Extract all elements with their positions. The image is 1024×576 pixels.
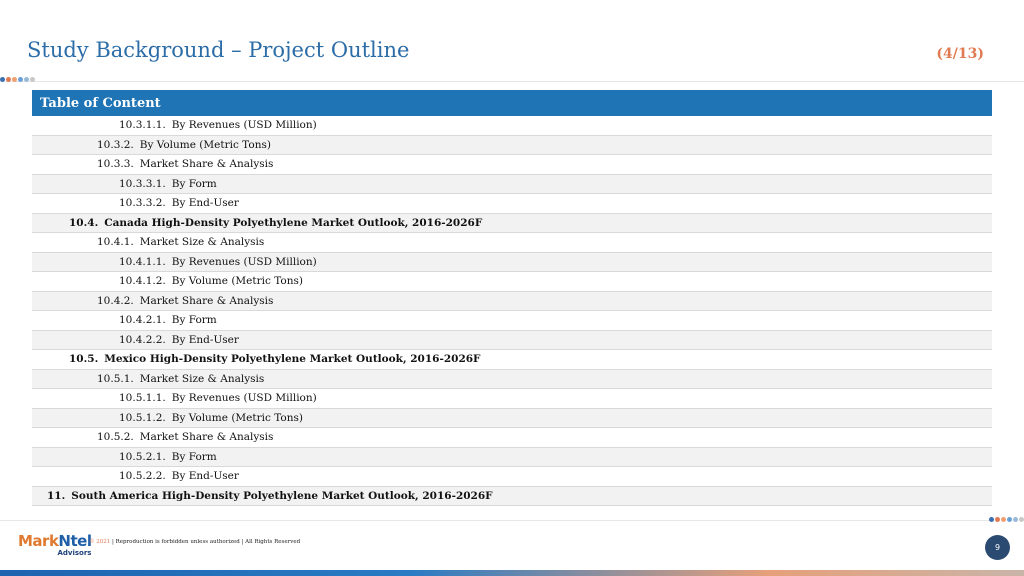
toc-row-text: By Volume (Metric Tons)	[171, 275, 303, 288]
toc-row	[32, 350, 992, 370]
toc-row-number: 10.5.1.2.	[119, 411, 166, 424]
toc-row	[32, 467, 992, 487]
header-divider	[0, 81, 1024, 82]
logo-ntel-text: Ntel	[58, 532, 92, 550]
toc-row-number: 10.4.2.2.	[119, 333, 166, 346]
logo-mark-text: Mark	[18, 532, 59, 550]
bottom-gradient-bar	[0, 570, 1024, 576]
toc-row-number: 10.3.3.	[97, 158, 134, 171]
toc-row	[32, 389, 992, 409]
decorative-dot	[1007, 517, 1012, 522]
decorative-dot	[12, 77, 17, 82]
toc-row	[32, 214, 992, 234]
toc-row-text: By Form	[171, 450, 217, 463]
toc-row-number: 10.5.2.1.	[119, 450, 166, 463]
toc-row	[32, 331, 992, 351]
toc-row-number: 10.5.2.	[97, 431, 134, 444]
toc-row-number: 10.4.	[69, 216, 99, 229]
toc-row-number: 10.4.2.1.	[119, 314, 166, 327]
toc-row	[32, 370, 992, 390]
toc-row-number: 10.4.1.1.	[119, 255, 166, 268]
toc-row-text: By Volume (Metric Tons)	[139, 138, 271, 151]
toc-row	[32, 428, 992, 448]
toc-row	[32, 136, 992, 156]
footer-note	[89, 539, 300, 545]
toc-row-text: By End-User	[171, 470, 239, 483]
toc-row-text: By Revenues (USD Million)	[171, 255, 317, 268]
toc-row-text: By End-User	[171, 333, 239, 346]
toc-row-number: 10.3.1.1.	[119, 119, 166, 132]
marknetel-logo	[18, 534, 91, 557]
toc-row	[32, 409, 992, 429]
toc-row-number: 10.3.2.	[97, 138, 134, 151]
decorative-dot	[1019, 517, 1024, 522]
toc-row	[32, 175, 992, 195]
toc-row-text: South America High-Density Polyethylene Market Outlook, 2016-2026F	[71, 489, 493, 502]
toc-row-text: By Form	[171, 314, 217, 327]
toc-row-text: Market Size & Analysis	[139, 236, 265, 249]
decorative-dot	[18, 77, 23, 82]
toc-row-number: 10.5.1.	[97, 372, 134, 385]
toc-row-number: 10.3.3.2.	[119, 197, 166, 210]
toc-row-text: By Revenues (USD Million)	[171, 119, 317, 132]
decorative-dot	[24, 77, 29, 82]
toc-row	[32, 272, 992, 292]
toc-heading: Table of Content	[32, 90, 992, 116]
toc-table	[32, 90, 992, 506]
toc-row-text: By Volume (Metric Tons)	[171, 411, 303, 424]
decorative-dot	[30, 77, 35, 82]
footer-divider	[0, 520, 990, 521]
toc-row-number: 11.	[47, 489, 66, 502]
decorative-dot	[1001, 517, 1006, 522]
decorative-dots-right	[989, 517, 1024, 522]
toc-row-text: Market Share & Analysis	[139, 158, 274, 171]
decorative-dot	[989, 517, 994, 522]
toc-row-text: Market Size & Analysis	[139, 372, 265, 385]
rights-text: | Reproduction is forbidden unless authorized | All Rights Reserved	[110, 539, 301, 545]
toc-row	[32, 253, 992, 273]
toc-rows	[32, 116, 992, 506]
decorative-dot	[995, 517, 1000, 522]
toc-row	[32, 448, 992, 468]
toc-row	[32, 194, 992, 214]
decorative-dot	[6, 77, 11, 82]
decorative-dot	[1013, 517, 1018, 522]
logo-subtitle: Advisors	[57, 549, 92, 557]
toc-row-text: By End-User	[171, 197, 239, 210]
toc-row-number: 10.4.2.	[97, 294, 134, 307]
toc-row-number: 10.4.1.	[97, 236, 134, 249]
toc-row	[32, 311, 992, 331]
toc-row-text: Market Share & Analysis	[139, 431, 274, 444]
toc-row-text: Market Share & Analysis	[139, 294, 274, 307]
toc-row	[32, 155, 992, 175]
toc-row-text: Mexico High-Density Polyethylene Market Outlook, 2016-2026F	[104, 353, 481, 366]
page-title: Study Background – Project Outline	[27, 38, 410, 62]
toc-row-text: Canada High-Density Polyethylene Market Outlook, 2016-2026F	[104, 216, 483, 229]
page-counter: (4/13)	[936, 46, 984, 62]
toc-row-text: By Form	[171, 177, 217, 190]
toc-row	[32, 487, 992, 507]
toc-row	[32, 292, 992, 312]
toc-row-number: 10.5.1.1.	[119, 392, 166, 405]
decorative-dots-left	[0, 77, 35, 82]
toc-row-number: 10.5.2.2.	[119, 470, 166, 483]
toc-row	[32, 233, 992, 253]
toc-row-number: 10.3.3.1.	[119, 177, 166, 190]
toc-row-number: 10.4.1.2.	[119, 275, 166, 288]
page-number-badge: 9	[985, 535, 1010, 560]
toc-row-text: By Revenues (USD Million)	[171, 392, 317, 405]
toc-row-number: 10.5.	[69, 353, 99, 366]
decorative-dot	[0, 77, 5, 82]
copyright-text: © 2021	[89, 539, 111, 545]
toc-row	[32, 116, 992, 136]
